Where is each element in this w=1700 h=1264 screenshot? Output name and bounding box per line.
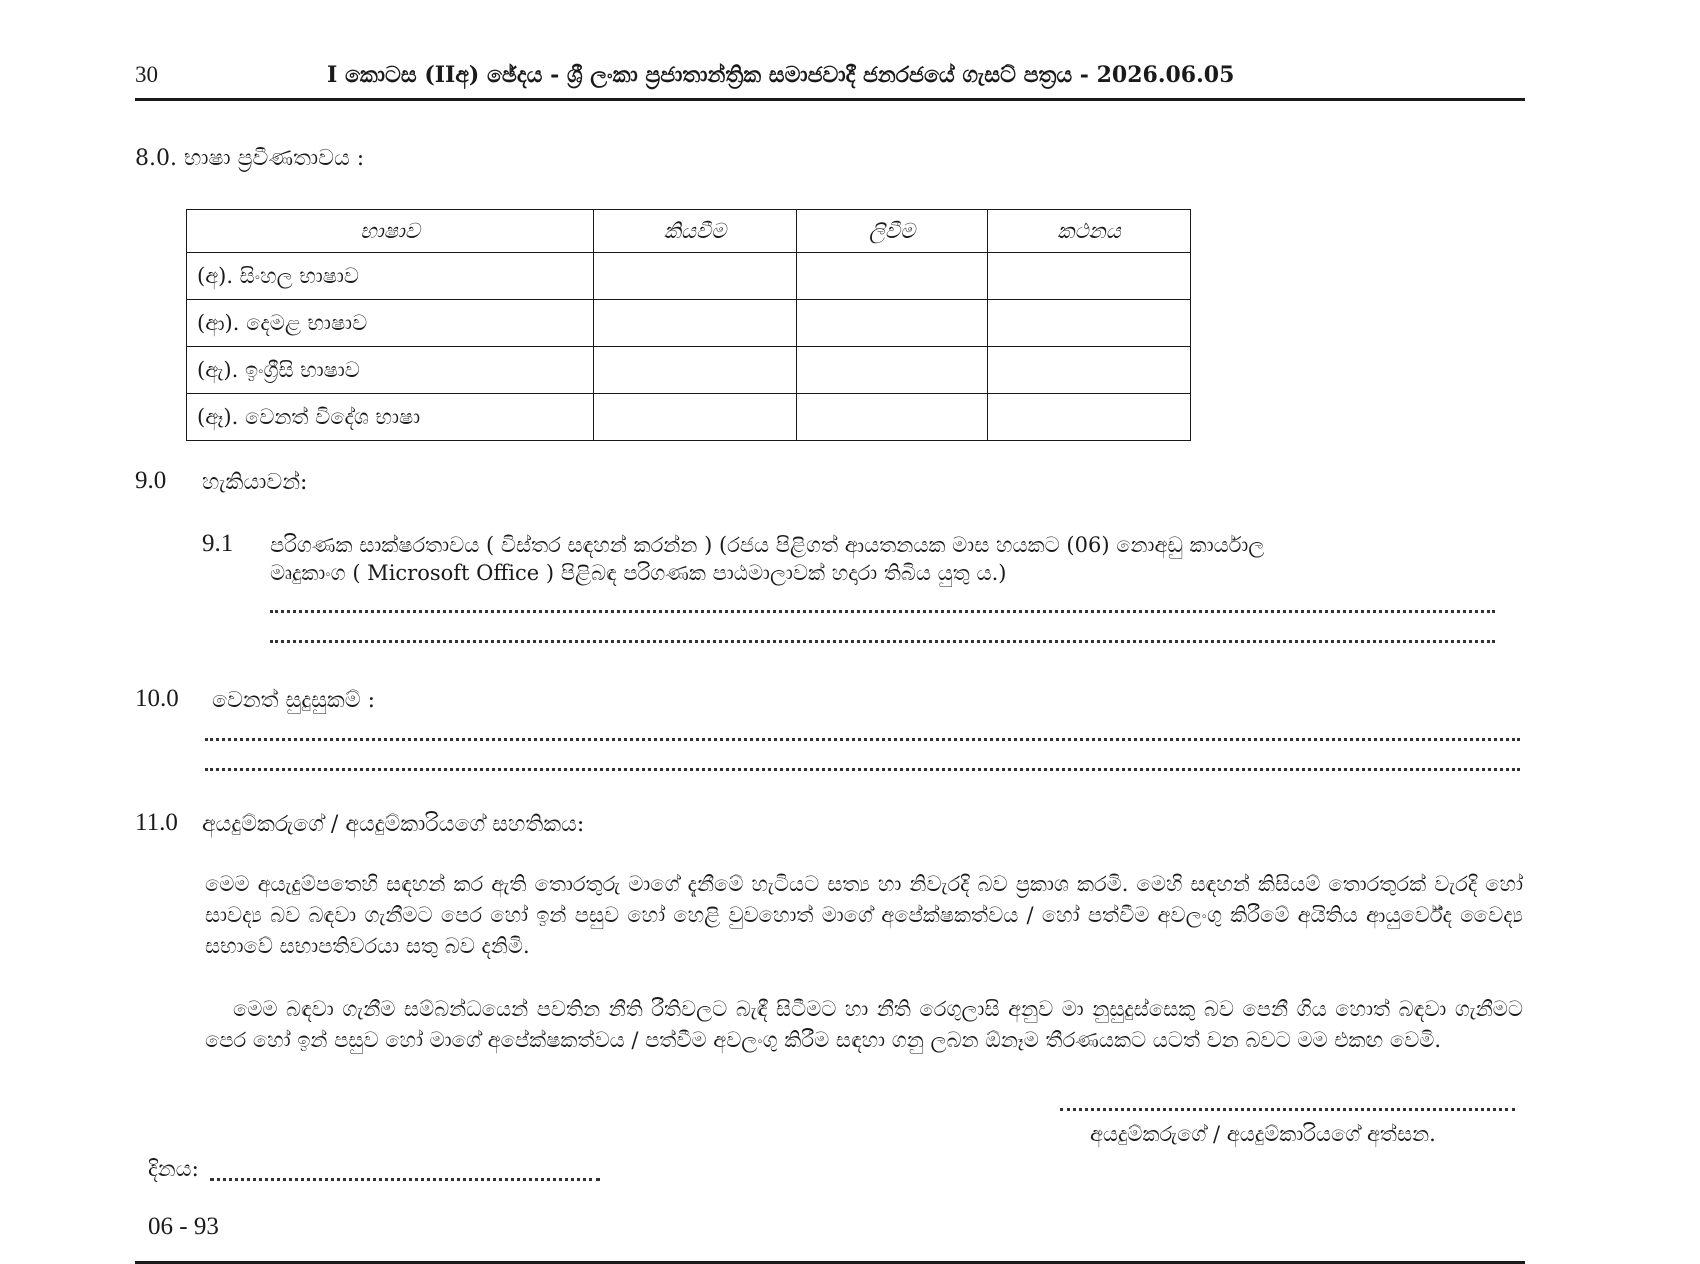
- header-rule: [135, 98, 1525, 101]
- table-header-row: [187, 210, 1191, 253]
- section-11-number: 11.0: [135, 809, 178, 836]
- date-input-line[interactable]: [210, 1178, 600, 1181]
- speaking-input-cell[interactable]: [988, 300, 1191, 347]
- computer-literacy-text-line1: පරිගණක සාක්ෂරතාවය ( විස්තර සඳහන් කරන්න ) (රජය පිළිගත් ආයතනයක මාස හයකට (06) නොඅඩු කාර්යාල: [270, 533, 1265, 557]
- section-10-heading: වෙනත් සුදුසුකම් :: [212, 688, 376, 713]
- column-header-writing: ලිවීම: [797, 210, 988, 253]
- language-cell-tamil: (ආ). දෙමළ භාෂාව: [187, 300, 594, 347]
- language-cell-other: (ඈ). වෙනත් විදේශ භාෂා: [187, 394, 594, 441]
- table-row: [187, 347, 1191, 394]
- computer-literacy-answer-line[interactable]: [270, 610, 1495, 613]
- section-9-1-number: 9.1: [202, 530, 234, 557]
- other-qualifications-answer-line[interactable]: [205, 768, 1520, 771]
- signature-line[interactable]: [1060, 1108, 1515, 1111]
- computer-literacy-text-line2: මෘදුකාංග ( Microsoft Office ) පිළිබඳ පරිගණක පාඨමාලාවක් හදාරා තිබිය යුතු ය.): [270, 561, 1007, 585]
- section-11-heading: අයදුම්කරුගේ / අයදුම්කාරියගේ සහතිකය:: [202, 812, 585, 837]
- writing-input-cell[interactable]: [797, 300, 988, 347]
- section-9-heading: හැකියාවන්:: [202, 470, 308, 495]
- declaration-paragraph-1: මෙම අයැදුම්පතෙහි සඳහන් කර ඇති තොරතුරු මාගේ දැනීමේ හැටියට සත්‍ය හා නිවැරදි බව ප්‍රකාශ කරමි. මෙහි සඳහන් කිසියම් තොරතුරක් වැරදි හෝ සාවද්‍ය බව බඳවා ගැනීමට පෙර හෝ ඉන් පසුව හෝ හෙළි වුවහොත් මාගේ අපේක්ෂකත්වය / හෝ පත්වීම අවලංගු කිරීමේ අයිතිය ආයුර්වේද වෛද්‍ය සභාවේ සභාපතිවරයා සතු බව දනිමි.: [205, 872, 1523, 958]
- form-code: 06 - 93: [148, 1213, 219, 1240]
- table-row: [187, 253, 1191, 300]
- signature-label: අයදුම්කරුගේ / අයදුම්කාරියගේ අත්සන.: [1090, 1122, 1436, 1146]
- computer-literacy-answer-line[interactable]: [270, 640, 1495, 643]
- writing-input-cell[interactable]: [797, 253, 988, 300]
- reading-input-cell[interactable]: [594, 347, 797, 394]
- other-qualifications-answer-line[interactable]: [205, 738, 1520, 741]
- date-label: දිනය:: [148, 1157, 199, 1182]
- column-header-language: භාෂාව: [187, 210, 594, 253]
- writing-input-cell[interactable]: [797, 347, 988, 394]
- language-cell-english: (ඇ). ඉංග්‍රීසි භාෂාව: [187, 347, 594, 394]
- speaking-input-cell[interactable]: [988, 394, 1191, 441]
- reading-input-cell[interactable]: [594, 394, 797, 441]
- table-row: [187, 394, 1191, 441]
- page-number: 30: [135, 62, 158, 87]
- reading-input-cell[interactable]: [594, 300, 797, 347]
- language-cell-sinhala: (අ). සිංහල භාෂාව: [187, 253, 594, 300]
- column-header-speaking: කථනය: [988, 210, 1191, 253]
- reading-input-cell[interactable]: [594, 253, 797, 300]
- writing-input-cell[interactable]: [797, 394, 988, 441]
- gazette-header-title: I කොටස (IIඅ) ඡේදය - ශ්‍රී ලංකා ප්‍රජාතාන්ත්‍රික සමාජවාදී ජනරජයේ ගැසට් පත්‍රය - 2026.06.05: [327, 62, 1235, 88]
- section-10-number: 10.0: [135, 685, 179, 712]
- section-9-number: 9.0: [135, 467, 167, 494]
- language-proficiency-table: [186, 209, 1191, 441]
- section-8-heading: 8.0. භාෂා ප්‍රවීණතාවය :: [135, 146, 365, 171]
- table-row: [187, 300, 1191, 347]
- declaration-paragraph-2: මෙම බඳවා ගැනීම සම්බන්ධයෙන් පවතින නීති රීතිවලට බැඳී සිටීමට හා නීති රෙගුලාසි අනුව මා නුසුදුස්සෙකු බව පෙනී ගිය හොත් බඳවා ගැනීමට පෙර හෝ ඉන් පසුව හෝ මාගේ අපේක්ෂකත්වය / පත්වීම අවලංගු කිරීම සඳහා ගනු ලබන ඕනෑම තීරණයකට යටත් වන බවට මම එකඟ වෙමි.: [205, 997, 1523, 1052]
- speaking-input-cell[interactable]: [988, 253, 1191, 300]
- column-header-reading: කියවීම: [594, 210, 797, 253]
- speaking-input-cell[interactable]: [988, 347, 1191, 394]
